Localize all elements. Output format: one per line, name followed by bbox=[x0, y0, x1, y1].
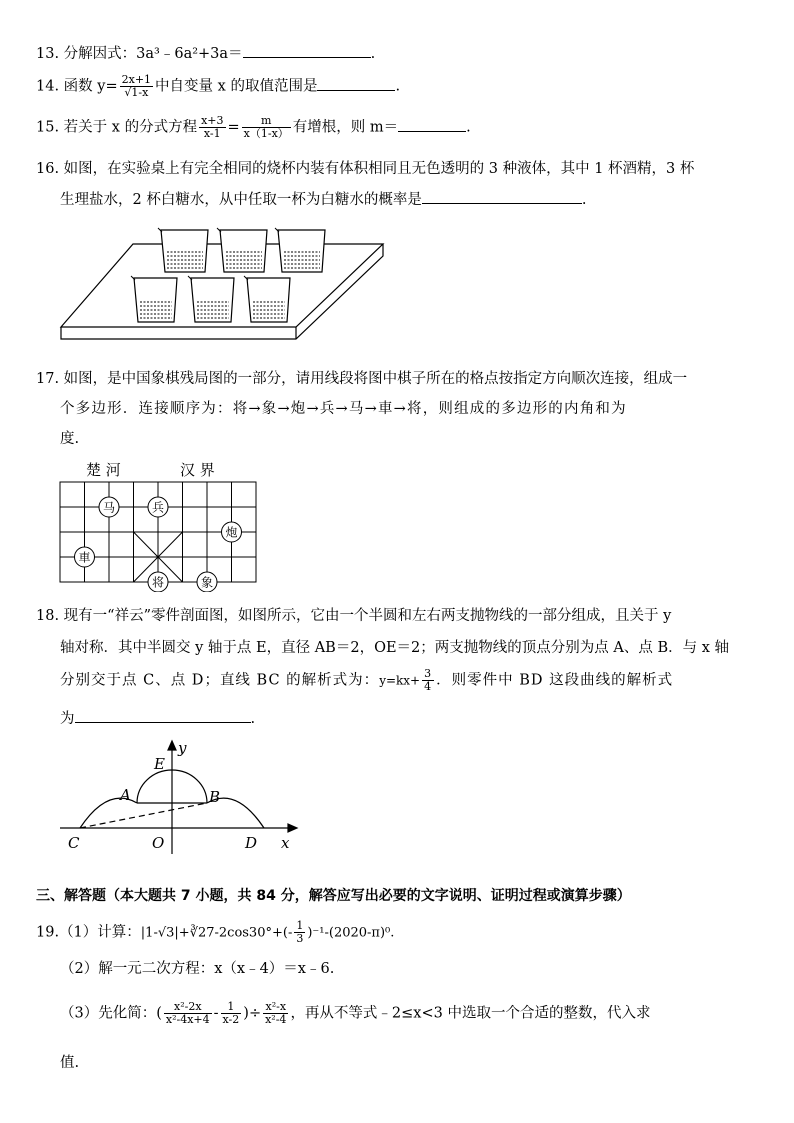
label-o: O bbox=[152, 834, 165, 852]
chess-piece-che bbox=[75, 547, 95, 567]
q18-number: 18. bbox=[36, 608, 60, 624]
q15-f1-num: x+3 bbox=[201, 114, 224, 127]
q19-p3-f1-den: x²-4x+4 bbox=[165, 1013, 210, 1026]
svg-text:将: 将 bbox=[151, 575, 165, 590]
q19-p1-label: （1）计算： bbox=[59, 924, 141, 941]
q18-text-2: 轴对称．其中半圆交 y 轴于点 E，直径 AB＝2，OE＝2；两支抛物线的顶点分别为点 A、点 B．与 x 轴 bbox=[60, 640, 730, 656]
river-label-left: 楚 河 bbox=[86, 461, 121, 479]
question-18-line-1 bbox=[36, 605, 671, 627]
q18-text-3b: ．则零件中 BD 这段曲线的解析式 bbox=[436, 672, 674, 689]
beaker-back-3 bbox=[275, 228, 325, 272]
q15-end: . bbox=[466, 119, 471, 136]
q14-answer-blank[interactable] bbox=[317, 76, 395, 91]
label-x: x bbox=[281, 834, 290, 852]
q19-p3-tail: ，再从不等式﹣2≤x<3 中选取一个合适的整数，代入求 bbox=[290, 1005, 651, 1022]
q19-p3-label: （3）先化简：( bbox=[60, 1005, 162, 1022]
chess-piece-xiang bbox=[197, 572, 217, 592]
question-15 bbox=[36, 115, 471, 140]
question-19-part-3 bbox=[60, 1001, 650, 1026]
question-18-line-3 bbox=[60, 668, 673, 693]
q19-p3-line-2: 值. bbox=[60, 1055, 80, 1071]
chess-piece-jiang bbox=[148, 572, 168, 592]
q16-end: . bbox=[581, 192, 587, 208]
chess-board-figure bbox=[56, 480, 262, 592]
q13-number: 13. bbox=[36, 46, 60, 62]
label-b: B bbox=[209, 788, 221, 806]
svg-text:車: 車 bbox=[78, 550, 91, 565]
q15-f2-num: m bbox=[242, 115, 291, 128]
svg-text:象: 象 bbox=[200, 575, 214, 590]
label-y: y bbox=[178, 739, 187, 757]
q18-answer-blank[interactable] bbox=[75, 708, 251, 723]
q13-text: 分解因式：3a³﹣6a²+3a＝ bbox=[63, 46, 243, 62]
q16-text-2: 生理盐水，2 杯白糖水，从中任取一杯为白糖水的概率是 bbox=[60, 192, 422, 208]
q19-p3-fraction-1 bbox=[164, 1001, 212, 1026]
river-label-right: 汉 界 bbox=[180, 461, 215, 479]
beaker-front-2 bbox=[188, 276, 234, 322]
q19-p3-f3-num: x²-x bbox=[263, 1001, 288, 1014]
question-18-line-4: 为 . bbox=[60, 708, 255, 730]
q19-p3-fraction-2 bbox=[221, 1001, 242, 1026]
question-17-line-2 bbox=[60, 398, 627, 420]
question-14 bbox=[36, 74, 400, 99]
q16-text-1: 如图，在实验桌上有完全相同的烧杯内装有体积相同且无色透明的 3 种液体，其中 1 杯酒精，3 杯 bbox=[63, 161, 695, 177]
label-e: E bbox=[154, 755, 165, 773]
q16-number: 16. bbox=[36, 161, 60, 177]
q16-answer-blank[interactable] bbox=[422, 189, 582, 204]
q18-frac-num: 3 bbox=[424, 667, 433, 680]
q15-fraction-2 bbox=[242, 115, 291, 140]
q13-answer-blank[interactable] bbox=[243, 43, 371, 58]
svg-text:炮: 炮 bbox=[225, 525, 238, 540]
q14-end: . bbox=[395, 78, 401, 95]
chess-piece-pao bbox=[222, 522, 242, 542]
q18-line-eq: y=kx+ bbox=[379, 673, 421, 688]
q14-frac-den: √1-x bbox=[124, 86, 149, 99]
q19-p1-frac-den: 3 bbox=[296, 932, 304, 945]
question-16-line-1 bbox=[36, 158, 694, 180]
question-19-part-3-line-2 bbox=[60, 1052, 79, 1074]
y-axis-arrow bbox=[168, 741, 176, 750]
q15-number: 15. bbox=[36, 119, 60, 136]
q19-p1-fraction bbox=[294, 920, 305, 945]
question-17-line-1 bbox=[36, 368, 687, 390]
svg-text:马: 马 bbox=[102, 500, 116, 515]
q19-p3-f1-num: x²-2x bbox=[164, 1001, 212, 1014]
chess-piece-bing bbox=[148, 497, 168, 517]
svg-text:兵: 兵 bbox=[151, 500, 165, 515]
q19-p3-divide: )÷ bbox=[243, 1005, 262, 1022]
q19-p2-text: （2）解一元二次方程：x（x﹣4）＝x﹣6. bbox=[60, 961, 335, 977]
q15-equals: = bbox=[227, 119, 240, 136]
label-c: C bbox=[68, 834, 80, 852]
q15-pre: 若关于 x 的分式方程 bbox=[63, 119, 198, 136]
q19-p1-tail: )⁻¹-(2020-π)⁰. bbox=[307, 925, 395, 941]
q19-p3-f2-den: x-2 bbox=[222, 1013, 240, 1026]
xiangyun-figure bbox=[56, 738, 306, 856]
q14-number: 14. bbox=[36, 78, 60, 95]
q18-frac-den: 4 bbox=[424, 680, 433, 693]
q17-text-3: 度. bbox=[60, 431, 80, 447]
q19-p3-f2-num: 1 bbox=[221, 1001, 242, 1014]
q14-frac-num: 2x+1 bbox=[121, 73, 152, 86]
q13-end: . bbox=[370, 46, 376, 62]
q15-f2-den: x（1-x） bbox=[243, 127, 289, 140]
beaker-front-1 bbox=[131, 276, 177, 322]
q18-text-4: 为 bbox=[60, 711, 75, 727]
beaker-back-2 bbox=[217, 228, 267, 272]
beaker-back-1 bbox=[158, 228, 208, 272]
q18-fraction bbox=[422, 668, 434, 693]
question-13 bbox=[36, 43, 375, 65]
question-17-line-3 bbox=[60, 428, 79, 450]
q19-p1-expr: |1-√3|+∛27-2cos30°+(- bbox=[140, 925, 293, 941]
q18-text-3a: 分别交于点 C、点 D；直线 BC 的解析式为： bbox=[60, 672, 380, 689]
q17-text-2: 个多边形．连接顺序为：将→象→炮→兵→马→車→将，则组成的多边形的内角和为 bbox=[60, 401, 627, 417]
section-3-heading: 三、解答题（本大题共 7 小题，共 84 分，解答应写出必要的文字说明、证明过程或演算步骤） bbox=[36, 888, 631, 904]
q15-answer-blank[interactable] bbox=[398, 117, 466, 132]
beaker-front-3 bbox=[244, 276, 290, 322]
q19-p3-minus: - bbox=[213, 1005, 219, 1022]
q18-text-1: 现有一“祥云”零件剖面图，如图所示，它由一个半圆和左右两支抛物线的一部分组成，且关于 y bbox=[63, 608, 672, 624]
label-a: A bbox=[120, 786, 131, 804]
question-18-line-2 bbox=[60, 637, 729, 659]
question-19-part-2 bbox=[60, 958, 334, 980]
label-d: D bbox=[245, 834, 258, 852]
question-16-line-2 bbox=[60, 189, 586, 211]
chess-piece-ma bbox=[99, 497, 119, 517]
q19-p3-fraction-3 bbox=[263, 1001, 288, 1026]
lab-table-figure bbox=[58, 222, 388, 347]
x-axis-arrow bbox=[288, 824, 297, 832]
q19-p1-frac-num: 1 bbox=[296, 919, 304, 932]
q19-number: 19. bbox=[36, 924, 60, 941]
q15-f1-den: x-1 bbox=[203, 127, 221, 140]
q14-post: 中自变量 x 的取值范围是 bbox=[155, 78, 318, 95]
q15-post: 有增根，则 m＝ bbox=[292, 119, 399, 136]
q17-number: 17. bbox=[36, 371, 60, 387]
q19-p3-f3-den: x²-4 bbox=[265, 1013, 287, 1026]
q14-pre: 函数 y= bbox=[63, 78, 118, 95]
question-19-part-1 bbox=[36, 920, 394, 945]
q17-text-1: 如图，是中国象棋残局图的一部分，请用线段将图中棋子所在的格点按指定方向顺次连接，组成一 bbox=[63, 371, 688, 387]
q14-fraction bbox=[120, 74, 153, 99]
q15-fraction-1 bbox=[199, 115, 225, 140]
